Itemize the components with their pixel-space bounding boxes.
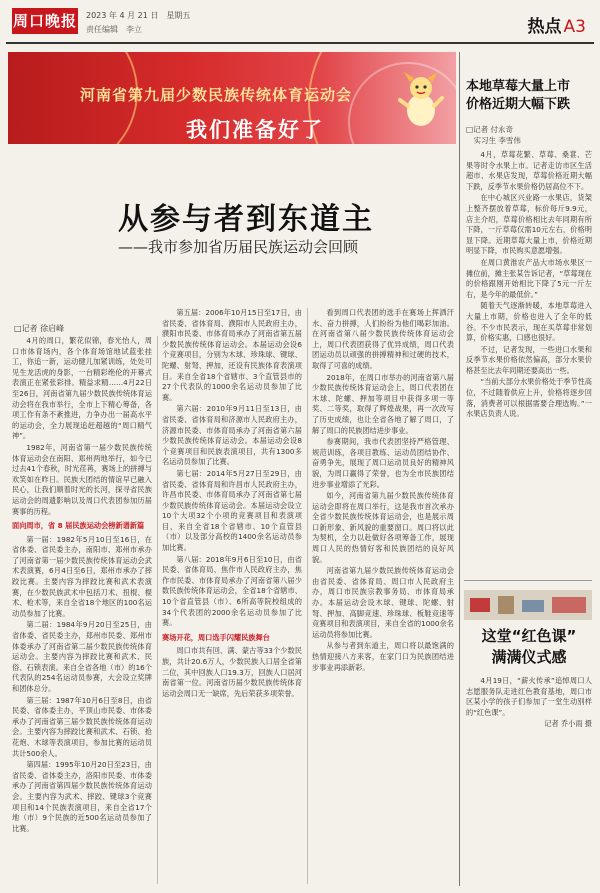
paragraph: 第三届：1987年10月6日至8日，由省民委、省体委主办，平顶山市民委、市体委承办了河南省第三届少数民族传统体育运动会。主要内容为摔跤比赛和武术、石锁、抢花炮、木球等表演项目，参加比赛的运动员共计500余人。 <box>12 695 152 758</box>
sidebar-story-title: 本地草莓大量上市 价格近期大幅下跌 <box>466 79 571 112</box>
paragraph: 从参与者到东道主，周口将以最饱满的热情迎接八方来客，在家门口为民族团结进步事业再添新彩。 <box>312 641 454 672</box>
paragraph: 第二届：1984年9月20日至25日，由省体委、省民委主办，郑州市民委、郑州市体委承办了河南省第二届少数民族传统体育运动会。主要内容为摔跤比赛和武术、民俗、石锁表演。来自全省各地（市）的16个代表队的254名运动员参赛，大会设立奖牌和团体总分。 <box>12 620 152 693</box>
sidebar-divider <box>459 52 460 886</box>
paragraph: 第五届：2006年10月15日至17日，由省民委、省体育局、濮阳市人民政府主办，濮阳市民委、市体育局承办了河南省第五届少数民族传统体育运动会。本届运动会设6个竞赛项目，分别为木球、珍珠球、键球、陀螺、射弩、押加，还设有民族体育表演项目。来自全省18个省辖市、3个直管县市的27个代表队的1000余名运动员参加了比赛。 <box>162 308 302 402</box>
banner-title: 河南省第九届少数民族传统体育运动会 <box>80 86 353 104</box>
paragraph: 2018年，在周口市举办的河南省第八届少数民族传统体育运动会上，周口代表团在木球、陀螺、押加等项目中获得多项一等奖、二等奖，取得了辉煌战果，再一次改写了历史成绩，也让全省各地了解了周口，了解了周口的民族团结进步事业。 <box>312 372 454 435</box>
section-subheading: 赛场开花，周口选手闪耀民族舞台 <box>162 632 270 642</box>
photo-story-title: 这堂“红色课” 满满仪式感 <box>481 627 577 666</box>
photo-story-body <box>466 676 592 856</box>
paragraph: 随着天气逐渐转暖，本地草莓进入大量上市期，价格也进入了全年的低谷。不少市民表示，现在买草莓非常划算，价格实惠，口感也很好。 <box>466 301 592 343</box>
article-subheadline: ——我市参加省历届民族运动会回顾 <box>118 238 359 256</box>
paragraph: 周口市共有回、满、蒙古等33个少数民族，共计20.6万人，少数民族人口居全省第二位，其中回族人口19.3万，回族人口居河南省第一位。河南省历届少数民族传统体育运动会周口无一缺席，先后荣获多项荣誉。 <box>162 646 302 698</box>
column-divider <box>307 308 308 884</box>
photo-credit: 记者 乔小雨 摄 <box>544 719 592 729</box>
responsible-editor: 责任编辑 李立 <box>86 25 142 34</box>
paragraph: 如今，河南省第九届少数民族传统体育运动会即将在周口举行，这是我市首次承办全省少数民族传统体育运动会，也是展示周口新形象、新风貌的重要窗口。周口将以此为契机，全力以赴做好各项筹备工作，展现周口人民的热情好客和民族团结的良好风貌。 <box>312 491 454 564</box>
paragraph: “当前大部分水果价格处于季节性高位，不过随着供应上升，价格将逐步回落，消费者可以根据需要合理选购。”一水果店负责人说。 <box>466 377 592 419</box>
paragraph: 在中心城区兴业路一水果店，货架上整齐摆放着草莓，标价每斤9.9元，店主介绍，草莓价格相比去年同期有所下降，一斤草莓仅需10元左右，价格明显下降。近期草莓大量上市，价格近期明显下降，市民购买意愿增强。 <box>466 193 592 256</box>
article-column-3 <box>312 308 454 886</box>
paragraph: 参赛期间，我市代表团坚持严格管理、规范训练，各项目教练、运动员团结协作、奋勇争先，展现了周口运动员良好的精神风貌，为周口赢得了荣誉，也为全市民族团结进步事业增添了光彩。 <box>312 437 454 489</box>
event-banner <box>8 52 456 144</box>
newspaper-logo[interactable]: 周口晚报 <box>12 8 78 34</box>
photo-icon <box>464 590 592 620</box>
issue-date: 2023 年 4 月 21 日 星期五 <box>86 11 191 20</box>
paragraph: 1982年，河南省第一届少数民族传统体育运动会在南阳、郑州两地举行，如今已过去41个春秋，时光荏苒，赛场上的拼搏与欢笑如在昨日。民族大团结的情谊早已融入民心，让我们顺着时光的长河，探寻省民族运动会的周遗影响以及周口代表团参加历届赛事的历程。 <box>12 442 152 516</box>
masthead <box>6 4 594 44</box>
sidebar-story-body <box>466 150 592 570</box>
paragraph: 河南省第九届少数民族传统体育运动会由省民委、省体育局、周口市人民政府主办，周口市民族宗教事务局、市体育局承办。本届运动会设木球、键球、陀螺、射弩、押加、高脚竞速、珍珠球、板鞋竞速等竞赛项目和表演项目，来自全省的1000余名运动员将参加比赛。 <box>312 566 454 639</box>
paragraph: 4月19日，“薪火传承”追悼周口人志愿服务队走进红色教育基地，周口市区某小学的孩子们参加了一堂生动别样的“红色课”。 <box>466 676 592 717</box>
mascot-icon <box>398 72 444 128</box>
column-divider <box>157 336 158 884</box>
paragraph: 不过，记者发现，一些进口水果和反季节水果价格依然偏高，部分水果价格甚至比去年同期还要高出一些。 <box>466 344 592 375</box>
article-byline: □记者 徐启峰 <box>14 324 65 333</box>
sidebar-story-byline: □记者 付永奇 实习生 李雪伟 <box>466 125 521 145</box>
banner-slogan: 我们准备好了 <box>186 118 324 142</box>
section-label: 热点 <box>527 17 562 37</box>
section-subheading: 面向周市，省 8 届民族运动会榜新谱新篇 <box>12 521 145 531</box>
paragraph: 在周口黄淮农产品大市场水果区一摊位前，摊主张某告诉记者，“草莓现在的价格跟刚开始相比下降了5元一斤左右，是今年的最低价。” <box>466 257 592 299</box>
paragraph: 第一届：1982年5月10日至16日，在省体委、省民委主办，南阳市、郑州市承办了河南省第一届少数民族传统体育运动会武术表演赛，6月4日至6日，郑州市承办了摔跤比赛。主要内容为摔跤比赛和武术表演赛，在少数民族武术中包括刀术、扭棍、棍术、枪术等，来自全省18个地区的100名运动员参加了比赛。 <box>12 534 152 618</box>
paragraph: 看到周口代表团的选手在赛场上挥洒汗水、奋力拼搏，人们纷纷为他们喝彩加油。在河南省第八届少数民族传统体育运动会上，周口代表团获得了优异成绩，周口代表团运动员以顽强的拼搏精神和过硬的技术，取得了可喜的成绩。 <box>312 308 454 370</box>
paragraph: 第四届：1995年10月20日至23日，由省民委、省体委主办，洛阳市民委、市体委承办了河南省第四届少数民族传统体育运动会。主要内容为武术、摔跤、键球3个竞赛项目和14个民族表演项目，来自全省17个地（市）9个民族的近500名运动员参加了比赛。 <box>12 760 152 833</box>
section-header <box>528 12 586 37</box>
sidebar-separator <box>464 580 592 581</box>
article-column-1 <box>12 336 152 886</box>
page-number: A3 <box>563 17 586 37</box>
article-column-2 <box>162 308 302 886</box>
paragraph: 4月，草莓花繁、草莓、桑葚、芒果等时令水果上市。记者走访市区生活超市、水果店发现，草莓价格近期大幅下跌，反季节水果价格仍居高位不下。 <box>466 150 592 191</box>
article-headline: 从参与者到东道主 <box>118 202 374 237</box>
paragraph: 第六届：2010年9月11日至13日，由省民委、省体育局和济源市人民政府主办，济源市民委、市体育局承办了河南省第六届少数民族传统体育运动会。本届运动会设8个竞赛项目和民族表演项目，共有1300多名运动员参加了比赛。 <box>162 404 302 467</box>
paragraph: 第七届：2014年5月27日至29日，由省民委、省体育局和许昌市人民政府主办，许昌市民委、市体育局承办了河南省第七届少数民族传统体育运动会。本届运动会设立10个大项32个小项的竞赛项目和表演项目，来自全省18个省辖市、10个直管县（市）以及部分高校的1400余名运动员参加比赛。 <box>162 468 302 553</box>
paragraph: 4月的周口，繁花似锦，春光怡人，周口市体育场内，各个体育场馆地试蓝张挂工，你追一新，运动健儿加紧训练，处处可见生龙活虎的身影，一台精彩绝伦的开幕式表演正在紧张彩排。精益求精……4月22日至26日，河南省第九届少数民族传统体育运动会将在我市举行，全市上下精心筹备，各项工作有条不紊推进，力争办出一届高水平的运动会，全力展现追赶超越的“周口精气神”。 <box>12 336 152 441</box>
paragraph: 第八届：2018年9月6日至10日，由省民委、省体育局、焦作市人民政府主办，焦作市民委、市体育局承办了河南省第八届少数民族传统体育运动会，全省18个省辖市、10个省直管县（市）、6所高等院校组成的34个代表团的2000余名运动员参加了比赛。 <box>162 554 302 628</box>
